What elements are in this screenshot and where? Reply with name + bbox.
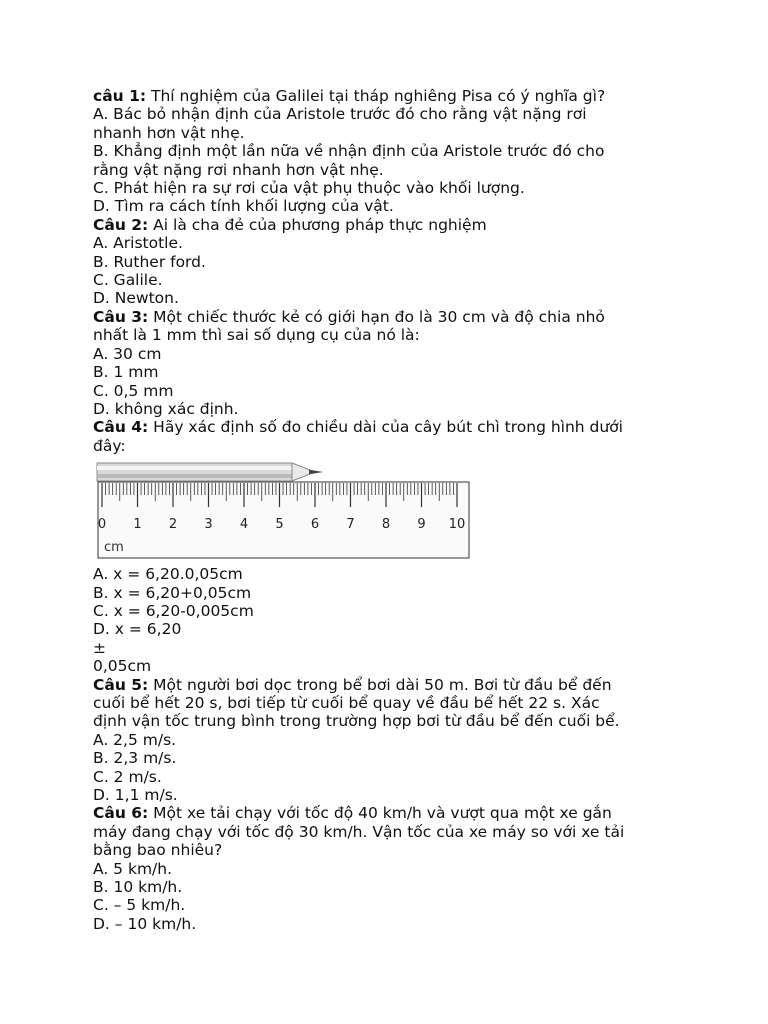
option-c: C. 0,5 mm (93, 381, 174, 400)
ruler-tick-label: 4 (239, 517, 249, 533)
question-label: Câu 6: (93, 804, 149, 823)
option-d-symbol: ± (93, 638, 106, 657)
question-text-cont: bằng bao nhiêu? (93, 841, 223, 860)
question-label: câu 1: (93, 87, 147, 105)
question-text: Một chiếc thước kẻ có giới hạn đo là 30 cm và độ chia nhỏ (148, 307, 605, 326)
question-text-cont: định vận tốc trung bình trong trường hợp bơi từ đầu bể đến cuối bể. (93, 712, 620, 731)
option-b: B. Ruther ford. (93, 252, 206, 271)
question-2 (93, 216, 693, 308)
option-a: A. 5 km/h. (93, 859, 173, 878)
ruler-tick-label: 7 (346, 517, 355, 533)
option-d-cont: 0,05cm (93, 657, 152, 676)
option-b: B. 10 km/h. (93, 878, 183, 897)
ruler-tick-label: 0 (97, 517, 107, 533)
question-label: Câu 5: (93, 675, 149, 694)
option-b: B. 2,3 m/s. (93, 749, 177, 768)
ruler-tick-label: 6 (310, 517, 320, 533)
question-6 (93, 804, 693, 933)
option-d: D. Newton. (93, 289, 179, 308)
question-list (93, 87, 693, 933)
question-text-cont: nhất là 1 mm thì sai số dụng cụ của nó là: (93, 326, 420, 345)
option-a: A. x = 6,20.0,05cm (93, 565, 243, 584)
question-label: Câu 3: (93, 307, 149, 326)
question-4 (93, 418, 693, 675)
option-c: C. Galile. (93, 271, 163, 290)
option-c: C. 2 m/s. (93, 767, 162, 786)
option-d: D. 1,1 m/s. (93, 786, 178, 804)
option-d: D. x = 6,20 (93, 620, 182, 639)
question-text: Thí nghiệm của Galilei tại tháp nghiêng Pisa có ý nghĩa gì? (146, 87, 606, 105)
question-text-cont: đây: (93, 436, 126, 455)
option-a: A. Aristotle. (93, 234, 183, 253)
option-d: D. Tìm ra cách tính khối lượng của vật. (93, 197, 394, 216)
ruler-tick-label: 8 (381, 517, 391, 533)
question-text-cont: cuối bể hết 20 s, bơi tiếp từ cuối bể quay về đầu bể hết 22 s. Xác (93, 693, 600, 712)
option-b: B. Khẳng định một lần nữa về nhận định của Aristole trước đó cho (93, 142, 605, 161)
ruler-tick-label: 9 (417, 517, 426, 533)
option-b-cont: rằng vật nặng rơi nhanh hơn vật nhẹ. (93, 160, 384, 179)
option-d: D. – 10 km/h. (93, 914, 197, 933)
question-text: Ai là cha đẻ của phương pháp thực nghiệm (148, 215, 487, 234)
question-5 (93, 676, 693, 805)
question-text: Hãy xác định số đo chiều dài của cây bút chì trong hình dưới (148, 418, 623, 437)
ruler-illustration (95, 461, 475, 565)
ruler-tick-label: 10 (448, 517, 466, 533)
option-a: A. 2,5 m/s. (93, 730, 177, 749)
question-text: Một xe tải chạy với tốc độ 40 km/h và vượt qua một xe gắn (148, 804, 612, 823)
pencil-ruler-figure (95, 461, 475, 565)
ruler-unit-label: cm (104, 540, 124, 556)
option-b: B. 1 mm (93, 363, 159, 382)
question-label: Câu 4: (93, 418, 149, 437)
ruler-tick-label: 1 (133, 517, 142, 533)
question-label: Câu 2: (93, 215, 149, 234)
ruler-tick-label: 2 (168, 517, 178, 533)
question-3 (93, 308, 693, 418)
option-a-cont: nhanh hơn vật nhẹ. (93, 123, 245, 142)
option-a: A. 30 cm (93, 344, 162, 363)
option-a: A. Bác bỏ nhận định của Aristole trước đó cho rằng vật nặng rơi (93, 105, 587, 124)
ruler-tick-label: 3 (204, 517, 213, 533)
option-d: D. không xác định. (93, 399, 239, 418)
pencil-icon (97, 463, 323, 481)
question-1 (93, 87, 693, 216)
ruler-tick-label: 5 (275, 517, 284, 533)
question-text: Một người bơi dọc trong bể bơi dài 50 m. Bơi từ đầu bể đến (148, 675, 612, 694)
question-text-cont: máy đang chạy với tốc độ 30 km/h. Vận tốc của xe máy so với xe tải (93, 822, 625, 841)
option-c: C. Phát hiện ra sự rơi của vật phụ thuộc vào khối lượng. (93, 179, 525, 198)
option-c: C. x = 6,20-0,005cm (93, 601, 254, 620)
option-c: C. – 5 km/h. (93, 896, 186, 915)
option-b: B. x = 6,20+0,05cm (93, 583, 252, 602)
